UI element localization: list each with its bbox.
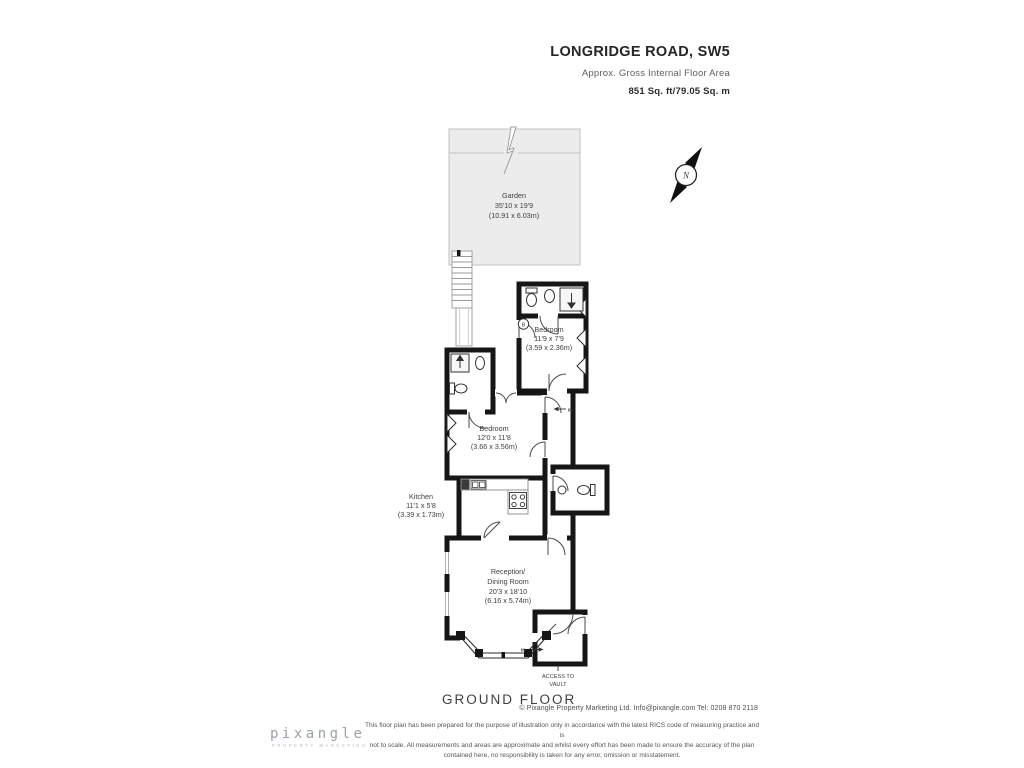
kitchen-label: Kitchen — [409, 492, 433, 501]
reception-size-metric: (6.16 x 5.74m) — [484, 596, 532, 605]
boiler-icon — [518, 319, 528, 329]
reception-label-1: Reception/ — [490, 567, 526, 576]
entrance-bottom-label: IN — [521, 647, 526, 653]
entrance-top-label: IN — [568, 407, 573, 413]
area-subtitle: Approx. Gross Internal Floor Area — [581, 68, 730, 79]
copyright-line: © Pixangle Property Marketing Ltd. Info@pixangle.com Tel: 0208 870 2118 — [519, 705, 758, 712]
shower-icon — [451, 354, 469, 372]
logo-tagline: PROPERTY MARKETING — [272, 743, 368, 748]
access-vault-label-1: ACCESS TO — [541, 674, 575, 680]
bedroom-rear-size-imperial: 11'9 x 7'9 — [534, 334, 564, 343]
access-vault-label-2: VAULT — [549, 682, 567, 688]
compass-north-label: N — [682, 170, 690, 181]
bedroom-middle-size-imperial: 12'0 x 11'8 — [477, 433, 511, 442]
garden-label: Garden — [502, 191, 526, 200]
bedroom-middle-size-metric: (3.66 x 3.56m) — [470, 442, 518, 451]
toilet-icon — [578, 485, 596, 496]
pixangle-logo — [270, 726, 368, 748]
hob-icon — [510, 493, 527, 509]
logo-text: pixangle — [270, 726, 366, 742]
sink-icon — [545, 290, 555, 303]
kitchen-size-metric: (3.39 x 1.73m) — [397, 510, 445, 519]
kitchen-size-imperial: 11'1 x 5'8 — [406, 501, 436, 510]
reception-size-imperial: 20'3 x 18'10 — [488, 587, 528, 596]
disclaimer-line-2: not to scale. All measurements and areas are approximate and whilst every effort has been made to ensure the accuracy of the plan — [369, 742, 755, 749]
disclaimer-text — [363, 721, 761, 761]
bedroom-rear-size-metric: (3.59 x 2.36m) — [525, 343, 573, 352]
area-value: 851 Sq. ft/79.05 Sq. m — [628, 86, 730, 97]
stairs-icon — [452, 250, 472, 346]
kitchen-sink-icon — [471, 481, 486, 490]
boiler-label: B — [521, 322, 526, 329]
sink-icon — [476, 357, 485, 370]
reception-label-2: Dining Room — [487, 577, 529, 586]
toilet-icon — [526, 288, 537, 307]
disclaimer-line-1: This floor plan has been prepared for the purpose of illustration only in accordance with the latest RICS code of measuring practice and is — [364, 722, 759, 739]
garden-size-metric: (10.91 x 6.03m) — [488, 211, 540, 220]
appliance-icon — [462, 480, 470, 490]
compass-icon — [670, 147, 702, 203]
floor-title: GROUND FLOOR — [442, 692, 577, 707]
bedroom-middle-label: Bedroom — [479, 424, 509, 433]
toilet-icon — [450, 383, 468, 394]
bedroom-rear-label: Bedroom — [534, 325, 564, 334]
shower-icon — [560, 288, 583, 311]
sink-icon — [558, 486, 566, 494]
page-title: LONGRIDGE ROAD, SW5 — [550, 44, 730, 60]
garden-size-imperial: 35'10 x 19'9 — [494, 201, 534, 210]
disclaimer-line-3: contained here, no responsibility is taken for any error, omission or misstatement. — [443, 752, 681, 759]
